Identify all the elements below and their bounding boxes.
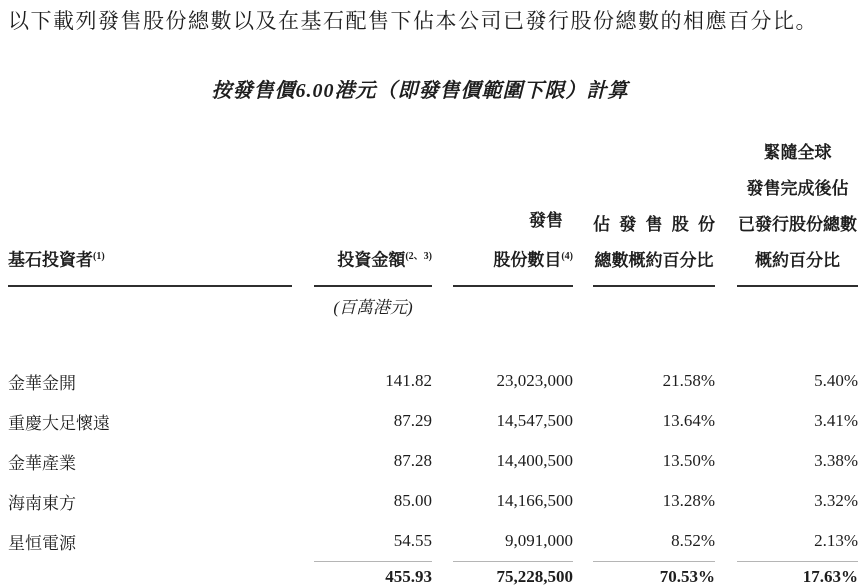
total-pct-issued: 17.63%: [737, 561, 858, 585]
unit-note-row: [8, 287, 858, 321]
footnote-ref-1: (1): [93, 251, 105, 263]
pct-issued-cell: 3.32%: [814, 491, 858, 510]
amount-cell: 54.55: [393, 531, 432, 550]
pct-issued-cell: 3.38%: [814, 451, 858, 470]
header-pct-offer-line2: 總數概約百分比: [594, 251, 714, 270]
table-row: [8, 441, 858, 481]
pct-offer-cell: 21.58%: [662, 371, 715, 390]
table-row: [8, 481, 858, 521]
header-pct-offer-line1: 佔發售股份: [593, 215, 715, 234]
table-row: [8, 401, 858, 441]
investor-name-cell: 星恒電源: [8, 533, 76, 553]
column-header-offer-shares: [432, 203, 573, 287]
column-header-pct-of-issued-shares: [715, 135, 858, 287]
pct-issued-cell: 5.40%: [814, 371, 858, 390]
header-offer-label-line2: 股份數目: [493, 251, 562, 270]
amount-cell: 87.29: [393, 411, 432, 430]
pct-offer-cell: 13.50%: [662, 451, 715, 470]
header-amount-label: 投資金額: [337, 251, 406, 270]
shares-cell: 14,166,500: [496, 491, 573, 510]
table-header-row: [8, 135, 858, 287]
amount-cell: 87.28: [393, 451, 432, 470]
shares-cell: 9,091,000: [505, 531, 573, 550]
intro-text: 以下載列發售股份總數以及在基石配售下佔本公司已發行股份總數的相應百分比。: [8, 9, 818, 33]
investor-name-cell: 重慶大足懷遠: [8, 413, 110, 433]
header-pct-issued-line4: 概約百分比: [755, 251, 840, 270]
table-row: [8, 361, 858, 401]
total-amount: 455.93: [314, 561, 432, 585]
amount-cell: 85.00: [393, 491, 432, 510]
pct-offer-cell: 13.28%: [662, 491, 715, 510]
header-pct-issued-line3: 已發行股份總數: [738, 215, 857, 234]
column-header-cornerstone-investor: [8, 239, 292, 287]
header-investor-label: 基石投資者: [8, 251, 93, 270]
footnote-ref-4: (4): [561, 251, 573, 263]
investor-name-cell: 金華金開: [8, 373, 76, 393]
pct-issued-cell: 2.13%: [814, 531, 858, 550]
pct-offer-cell: 8.52%: [671, 531, 715, 550]
table-spacer: [8, 321, 858, 361]
table-row: [8, 521, 858, 561]
pct-issued-cell: 3.41%: [814, 411, 858, 430]
header-pct-issued-line2: 發售完成後佔: [746, 179, 849, 198]
amount-cell: 141.82: [385, 371, 432, 390]
shares-cell: 14,547,500: [496, 411, 573, 430]
cornerstone-investors-table: [8, 135, 858, 585]
shares-cell: 14,400,500: [496, 451, 573, 470]
unit-note: (百萬港元): [333, 298, 413, 317]
pct-offer-cell: 13.64%: [662, 411, 715, 430]
total-shares: 75,228,500: [453, 561, 573, 585]
column-header-pct-of-offer-shares: [573, 207, 715, 287]
column-header-investment-amount: [292, 239, 432, 287]
header-pct-issued-line1: 緊隨全球: [763, 143, 832, 162]
investor-name-cell: 海南東方: [8, 493, 76, 513]
section-title: 按發售價6.00港元（即發售價範圍下限）計算: [211, 80, 629, 102]
total-pct-offer: 70.53%: [593, 561, 715, 585]
footnote-ref-2-3: (2、3): [405, 251, 432, 263]
investor-name-cell: 金華產業: [8, 453, 76, 473]
shares-cell: 23,023,000: [496, 371, 573, 390]
header-offer-label-line1: 發售: [529, 211, 563, 231]
table-total-row: [8, 561, 858, 585]
